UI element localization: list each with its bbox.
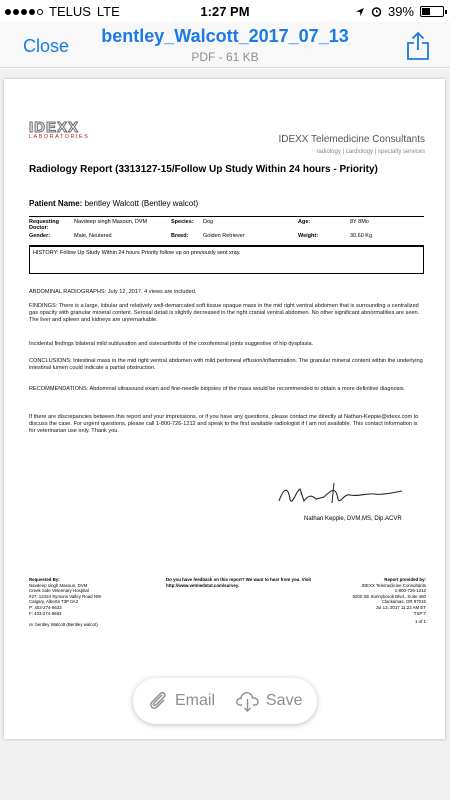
document-title: bentley_Walcott_2017_07_13 [101, 26, 349, 46]
pdf-page [4, 79, 445, 739]
consultants-heading: IDEXX Telemedicine Consultants [278, 134, 425, 145]
provided-line: 9200 SE Sunnybrook Blvd., Suite 460 [352, 593, 426, 599]
status-right [355, 4, 444, 19]
patient-name-value: bentley Walcott (Bentley walcot) [84, 199, 199, 208]
age-label: Age: [298, 219, 311, 225]
signature-scrawl [274, 479, 409, 509]
re-line: re: bentley Walcott (Bentley walcot) [29, 622, 98, 628]
share-icon[interactable] [404, 31, 432, 61]
info-row [29, 217, 424, 231]
nav-bar [0, 22, 450, 68]
weight-value: 30.60 Kg [350, 233, 373, 239]
page-number: 1 of 1 [415, 619, 426, 625]
provided-line: IDEXX Telemedicine Consultants [361, 582, 426, 588]
gender-value: Male, Neutered [74, 233, 112, 239]
weight-label: Weight: [298, 233, 319, 239]
breed-label: Breed: [171, 233, 189, 239]
requested-by-label: Requested By: [29, 577, 60, 582]
info-row [29, 231, 424, 245]
breed-value: Golden Retriever [203, 233, 245, 239]
age-value: 8Y 8Mo [350, 219, 369, 225]
paperclip-icon [146, 689, 170, 713]
action-pill [133, 678, 317, 724]
recommendations-paragraph: RECOMMENDATIONS: Abdominal ultrasound exam and fine-needle biopsies of the mass would be recommended to obtain a more definitive diagnosis. [29, 386, 406, 392]
provided-line: 1-800-726-1212 [394, 588, 426, 594]
battery-icon [420, 6, 444, 17]
abdominal-radiographs: ABDOMINAL RADIOGRAPHS: July 12, 2017. 4 views are included. [29, 289, 197, 295]
carrier-name: TELUS [49, 4, 91, 19]
cloud-download-icon [235, 689, 261, 713]
email-label: Email [175, 692, 216, 709]
battery-percent: 39% [387, 4, 414, 19]
signature-name: Nathan Keppie, DVM,MS, Dip.ACVR [304, 516, 402, 522]
provided-line: Jul 13, 2017 11:23 AM ET [375, 604, 426, 610]
species-label: Species: [171, 219, 194, 225]
status-bar [0, 0, 450, 22]
patient-info-table [29, 216, 424, 246]
doctor-label: Requesting Doctor: [29, 219, 59, 231]
provided-line: TSP:7 [413, 610, 426, 616]
logo-text: IDEXX [29, 119, 80, 136]
save-label: Save [266, 692, 303, 709]
requested-line: Navdeep singh Masoun, DVM [29, 582, 88, 588]
feedback-link[interactable]: http://www.vetmedstat.com/survey. [166, 582, 240, 588]
findings-paragraph: FINDINGS: There is a large, lobular and relatively well-demarcated soft tissue opaque mass in the mid right ventral abdomen that is surrounding a centralized gas opacity with granular mineral content. Serosal detail is slightly decreased in the right cranial ventral abdomen. No other significant abnormalities are seen. The liver and spleen and kidneys are unremarkable. [29, 303, 420, 324]
provided-by-block [316, 577, 426, 625]
requested-line: P: 403-274-8633 [29, 604, 62, 610]
email-button[interactable] [146, 689, 215, 713]
provided-line: Clackamas, OR 97015 [381, 599, 426, 605]
feedback-block [166, 577, 316, 588]
consultants-subheading: radiology | cardiology | specialty services [316, 149, 425, 155]
document-subtitle: PDF - 61 KB [191, 50, 259, 64]
incidental-paragraph: Incidental findings bilateral mild subluxation and osteoarthritis of the coxofemoral joints suggestive of hip dysplasia. [29, 341, 314, 347]
logo-subtext: LABORATORIES [29, 134, 90, 140]
save-button[interactable] [235, 689, 302, 713]
close-button[interactable]: Close [23, 36, 70, 56]
feedback-text: Do you have feedback on this report? We want to hear from you. Visit [166, 577, 311, 582]
report-title: Radiology Report (3313127-15/Follow Up Study Within 24 hours - Priority) [29, 164, 378, 175]
conclusions-paragraph: CONCLUSIONS: Intestinal mass in the mid right ventral abdomen with mild peritoneal effusion/inflammation. The granular mineral content within the underlying intestinal lumen could indicate a partial obstruction. [29, 358, 423, 372]
requested-line: Calgary, Alberta T3P 0A3 [29, 599, 79, 605]
requested-by-block [29, 577, 159, 628]
idexx-logo [29, 119, 89, 140]
patient-name-label: Patient Name: [29, 199, 83, 208]
network-type: LTE [96, 4, 120, 19]
doctor-value: Navdeep singh Masoun, DVM [74, 219, 148, 225]
location-icon [355, 7, 365, 17]
history-box: HISTORY: Follow Up Study Within 24 hours Priority follow up on previously sent xray. [29, 246, 424, 274]
requested-line: Creek Side Veterinary Hospital [29, 588, 89, 594]
alarm-icon [371, 6, 382, 17]
gender-label: Gender: [29, 233, 51, 239]
requested-line: F: 403-274-8683 [29, 610, 62, 616]
clock: 1:27 PM [200, 4, 250, 19]
species-value: Dog [203, 219, 214, 225]
patient-name-line [29, 199, 198, 208]
provided-by-label: Report provided by: [384, 577, 426, 582]
contact-paragraph: If there are discrepancies between this report and your impressions, or if you have any questions, please contact me directly at Nathan-Keppie@idexx.com to discuss the case. For urgent questions, please call 1-800-726-1212 and speak to the first available radiologist if I am not available. This contact information is for veterinarian use only. Thank you. [29, 414, 419, 435]
requested-line: #27, 12424 Symons Valley Road NW [29, 593, 102, 599]
